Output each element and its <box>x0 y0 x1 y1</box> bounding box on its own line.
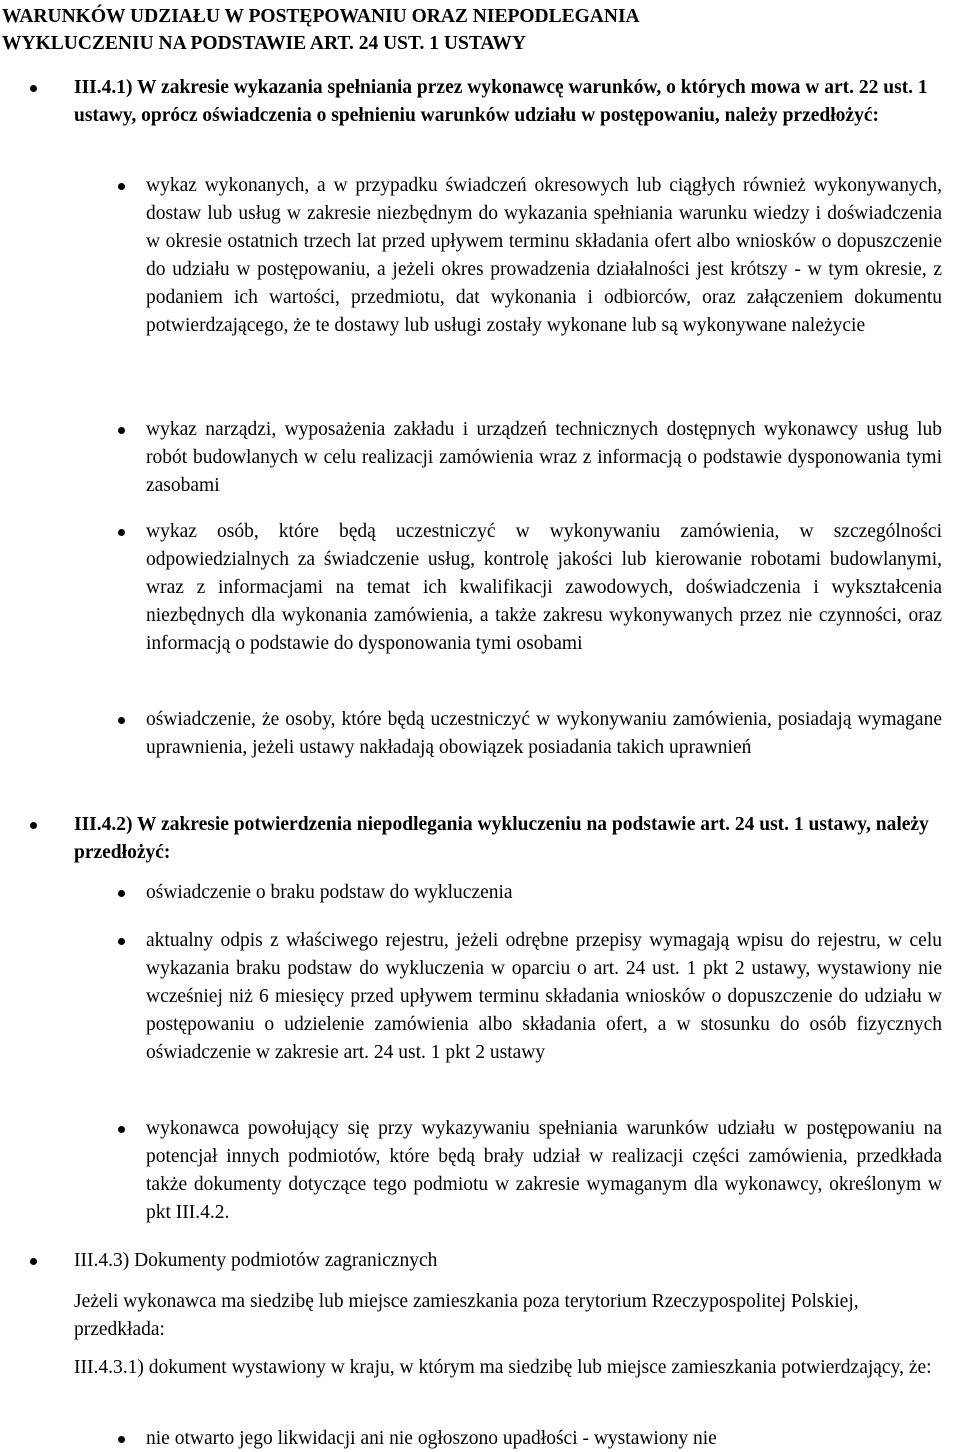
list-item-text: wykaz wykonanych, a w przypadku świadczeń okresowych lub ciągłych również wykonywanych, dostaw lub usług w zakresie niezbędnym do wykazania spełniania warunku wiedzy i doświadczenia w okresie ostatnich trzech lat przed upływem terminu składania ofert albo wniosków o dopuszczenie do udziału w postępowaniu, a jeżeli okres prowadzenia działalności jest krótszy - w tym okresie, z podaniem ich wartości, przedmiotu, dat wykonania i odbiorców, oraz załączeniem dokumentu potwierdzającego, że te dostawy lub usługi zostały wykonane lub są wykonywane należycie <box>146 175 942 336</box>
list-item-oswiadczenie-uprawnienia <box>146 706 942 762</box>
list-item-text: nie otwarto jego likwidacji ani nie ogłoszono upadłości - wystawiony nie <box>146 1428 717 1449</box>
section-3-4-1-title-text: III.4.1) W zakresie wykazania spełniania przez wykonawcę warunków, o których mowa w art. 22 ust. 1 ustawy, oprócz oświadczenia o spełnieniu warunków udziału w postępowaniu, należy przedłożyć: <box>74 77 928 126</box>
bullet-icon <box>118 717 125 724</box>
list-item-wykaz-osob <box>146 518 942 658</box>
bullet-icon <box>118 427 125 434</box>
section-3-4-1-title <box>74 74 954 130</box>
section-3-4-3-1-text: III.4.3.1) dokument wystawiony w kraju, w którym ma siedzibę lub miejsce zamieszkania potwierdzający, że: <box>74 1357 932 1378</box>
list-item-text: oświadczenie o braku podstaw do wykluczenia <box>146 882 513 903</box>
list-item-odpis-z-rejestru <box>146 927 942 1067</box>
list-item-text: wykonawca powołujący się przy wykazywaniu spełniania warunków udziału w postępowaniu na potencjał innych podmiotów, które będą brały udział w realizacji części zamówienia, przedkłada także dokumenty dotyczące tego podmiotu w zakresie wymaganym dla wykonawcy, określonym w pkt III.4.2. <box>146 1118 942 1223</box>
section-3-4-3-title-text: III.4.3) Dokumenty podmiotów zagranicznych <box>74 1250 438 1271</box>
list-item-wykaz-narzadzi <box>146 416 942 500</box>
list-item-text: aktualny odpis z właściwego rejestru, jeżeli odrębne przepisy wymagają wpisu do rejestru, w celu wykazania braku podstaw do wykluczenia w oparciu o art. 24 ust. 1 pkt 2 ustawy, wystawiony nie wcześniej niż 6 miesięcy przed upływem terminu składania wniosków o dopuszczenie do udziału w postępowaniu o udzielenie zamówienia albo składania ofert, a w stosunku do osób fizycznych oświadczenie w zakresie art. 24 ust. 1 pkt 2 ustawy <box>146 930 942 1063</box>
list-item-wykaz-wykonanych <box>146 172 942 340</box>
list-item-text: wykaz osób, które będą uczestniczyć w wykonywaniu zamówienia, w szczególności odpowiedzialnych za świadczenie usług, kontrolę jakości lub kierowanie robotami budowlanymi, wraz z informacjami na temat ich kwalifikacji zawodowych, doświadczenia i wykształcenia niezbędnych dla wykonania zamówienia, a także zakresu wykonywanych przez nie czynności, oraz informacją o podstawie do dysponowania tymi osobami <box>146 521 942 654</box>
bullet-icon <box>118 938 125 945</box>
bullet-icon <box>30 85 37 92</box>
bullet-icon <box>118 183 125 190</box>
list-item-wykonawca-powolujacy <box>146 1115 942 1227</box>
document-heading <box>2 3 952 57</box>
list-item-likwidacja <box>146 1425 942 1452</box>
heading-line-1: WARUNKÓW UDZIAŁU W POSTĘPOWANIU ORAZ NIEPODLEGANIA <box>2 6 640 27</box>
heading-line-2: WYKLUCZENIU NA PODSTAWIE ART. 24 UST. 1 USTAWY <box>2 33 526 54</box>
bullet-icon <box>118 1126 125 1133</box>
bullet-icon <box>30 822 37 829</box>
bullet-icon <box>118 890 125 897</box>
bullet-icon <box>30 1258 37 1265</box>
bullet-icon <box>118 529 125 536</box>
list-item-text: oświadczenie, że osoby, które będą uczestniczyć w wykonywaniu zamówienia, posiadają wymagane uprawnienia, jeżeli ustawy nakładają obowiązek posiadania takich uprawnień <box>146 709 942 758</box>
list-item-text: wykaz narządzi, wyposażenia zakładu i urządzeń technicznych dostępnych wykonawcy usług lub robót budowlanych w celu realizacji zamówienia wraz z informacją o podstawie dysponowania tymi zasobami <box>146 419 942 496</box>
section-3-4-2-title-text: III.4.2) W zakresie potwierdzenia niepodlegania wykluczeniu na podstawie art. 24 ust. 1 ustawy, należy przedłożyć: <box>74 814 929 863</box>
section-3-4-2-title <box>74 811 954 867</box>
bullet-icon <box>118 1436 125 1443</box>
section-3-4-3-title <box>74 1247 954 1275</box>
section-3-4-3-intro: Jeżeli wykonawca ma siedzibę lub miejsce zamieszkania poza terytorium Rzeczypospolitej Polskiej, przedkłada: <box>74 1291 859 1340</box>
list-item-oswiadczenie-braku-podstaw <box>146 879 942 907</box>
